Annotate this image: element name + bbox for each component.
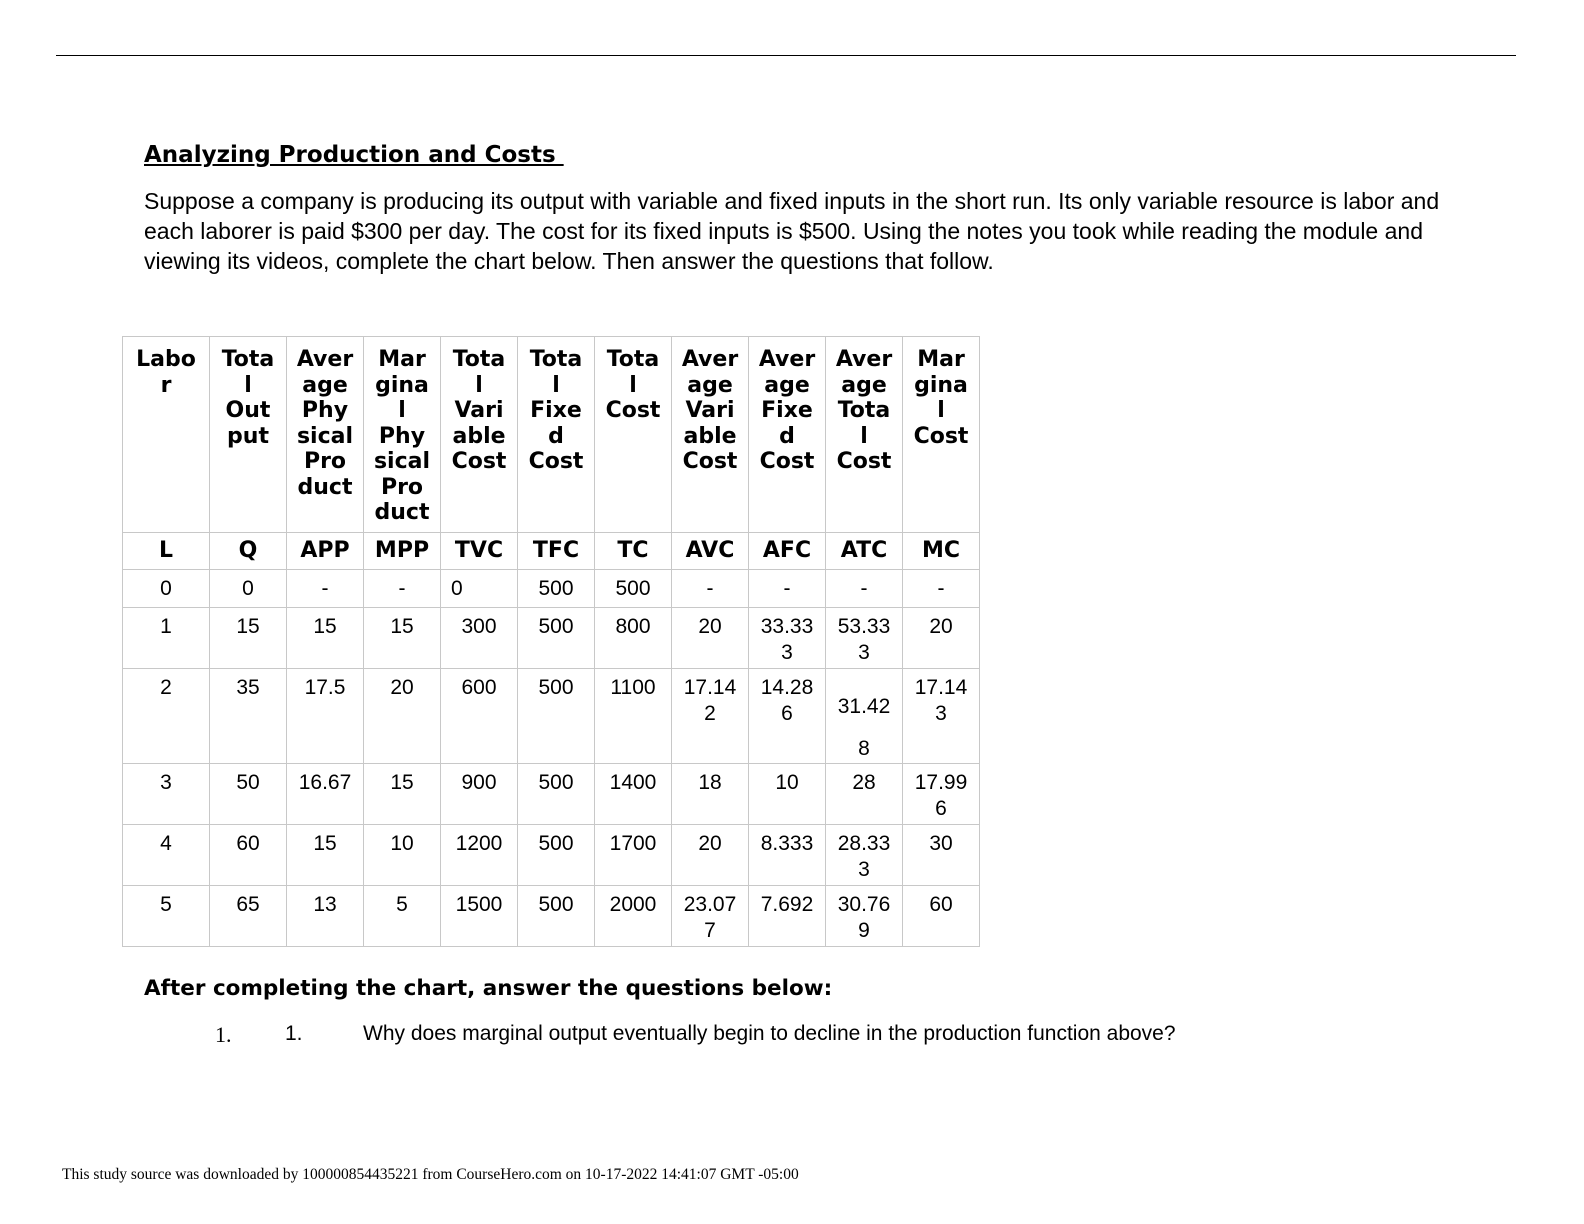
table-row: [123, 886, 980, 947]
header-cell: Mar gina l Phy sical Pro duct: [364, 337, 441, 533]
question-list-marker: 1.: [215, 1022, 232, 1047]
table-cell: 17.99 6: [903, 764, 980, 825]
production-cost-table: [122, 336, 980, 947]
table-cell: 1: [123, 608, 210, 669]
table-cell: 0: [123, 570, 210, 608]
table-cell: 17.14 3: [903, 669, 980, 764]
table-row: [123, 570, 980, 608]
table-cell: 800: [595, 608, 672, 669]
question-text: Why does marginal output eventually begin to decline in the production function above?: [363, 1022, 1176, 1045]
table-cell: 600: [441, 669, 518, 764]
abbr-cell: MPP: [364, 533, 441, 570]
table-cell: -: [903, 570, 980, 608]
table-row: [123, 764, 980, 825]
table-cell: 18: [672, 764, 749, 825]
table-cell: 50: [210, 764, 287, 825]
table-row: [123, 825, 980, 886]
questions-heading: After completing the chart, answer the questions below:: [144, 976, 833, 1001]
table-header-row: [123, 337, 980, 533]
header-cell: Labo r: [123, 337, 210, 533]
table-cell: 17.5: [287, 669, 364, 764]
table-cell: 300: [441, 608, 518, 669]
table-cell: 23.07 7: [672, 886, 749, 947]
table-cell: 0: [210, 570, 287, 608]
table-cell: 20: [672, 825, 749, 886]
table-cell: 2: [123, 669, 210, 764]
table-cell: 500: [595, 570, 672, 608]
table-cell: 900: [441, 764, 518, 825]
table-cell: 10: [749, 764, 826, 825]
table-cell: 35: [210, 669, 287, 764]
download-footer: This study source was downloaded by 100000854435221 from CourseHero.com on 10-17-2022 14:41:07 GMT -05:00: [62, 1166, 799, 1183]
abbr-cell: APP: [287, 533, 364, 570]
table-cell: 14.28 6: [749, 669, 826, 764]
table-cell: 28.33 3: [826, 825, 903, 886]
table-cell: 5: [364, 886, 441, 947]
table-row: [123, 608, 980, 669]
header-cell: Tota l Vari able Cost: [441, 337, 518, 533]
abbr-cell: TVC: [441, 533, 518, 570]
table-cell: 30.76 9: [826, 886, 903, 947]
table-cell: -: [364, 570, 441, 608]
header-cell: Tota l Cost: [595, 337, 672, 533]
table-cell: 1500: [441, 886, 518, 947]
table-cell: 31.42 8: [826, 669, 903, 764]
table-cell: 65: [210, 886, 287, 947]
table-abbreviation-row: [123, 533, 980, 570]
abbr-cell: ATC: [826, 533, 903, 570]
question-number: 1.: [285, 1022, 303, 1045]
table-cell: 5: [123, 886, 210, 947]
intro-paragraph: Suppose a company is producing its output with variable and fixed inputs in the short run. Its only variable resource is labor and each laborer is paid $300 per day. The cost for its fixed inputs is $500. Using the notes you took while reading the module and viewing its videos, complete the chart below. Then answer the questions that follow.: [144, 188, 1440, 274]
table-cell: 1700: [595, 825, 672, 886]
table-cell: 1400: [595, 764, 672, 825]
table-cell: 500: [518, 764, 595, 825]
table-cell: 15: [364, 764, 441, 825]
table-cell: 15: [210, 608, 287, 669]
table-cell: 15: [287, 608, 364, 669]
page-title: Analyzing Production and Costs: [144, 142, 564, 168]
table-cell: 1200: [441, 825, 518, 886]
table-cell: 16.67: [287, 764, 364, 825]
table-cell: 8.333: [749, 825, 826, 886]
header-cell: Aver age Fixe d Cost: [749, 337, 826, 533]
header-cell: Mar gina l Cost: [903, 337, 980, 533]
table-cell: 500: [518, 570, 595, 608]
table-cell: 20: [672, 608, 749, 669]
table-row: [123, 669, 980, 764]
table-cell: -: [749, 570, 826, 608]
table-cell: 2000: [595, 886, 672, 947]
table-cell: 500: [518, 608, 595, 669]
abbr-cell: L: [123, 533, 210, 570]
table-cell: 4: [123, 825, 210, 886]
table-cell: 0: [441, 570, 518, 608]
header-cell: Aver age Phy sical Pro duct: [287, 337, 364, 533]
table-cell: 33.33 3: [749, 608, 826, 669]
abbr-cell: TFC: [518, 533, 595, 570]
abbr-cell: Q: [210, 533, 287, 570]
table-cell: 13: [287, 886, 364, 947]
abbr-cell: MC: [903, 533, 980, 570]
table-cell: 20: [903, 608, 980, 669]
table-cell: 20: [364, 669, 441, 764]
abbr-cell: TC: [595, 533, 672, 570]
table-cell: 60: [210, 825, 287, 886]
header-cell: Aver age Vari able Cost: [672, 337, 749, 533]
table-cell: -: [826, 570, 903, 608]
top-rule: [56, 55, 1516, 56]
table-cell: 1100: [595, 669, 672, 764]
abbr-cell: AFC: [749, 533, 826, 570]
table-cell: 3: [123, 764, 210, 825]
table-cell: 7.692: [749, 886, 826, 947]
table-cell: 500: [518, 886, 595, 947]
header-cell: Aver age Tota l Cost: [826, 337, 903, 533]
table-cell: 15: [364, 608, 441, 669]
header-cell: Tota l Fixe d Cost: [518, 337, 595, 533]
table-cell: -: [672, 570, 749, 608]
table-cell: 60: [903, 886, 980, 947]
abbr-cell: AVC: [672, 533, 749, 570]
table-cell: -: [287, 570, 364, 608]
table-cell: 500: [518, 669, 595, 764]
table-cell: 15: [287, 825, 364, 886]
table-cell: 10: [364, 825, 441, 886]
table-cell: 28: [826, 764, 903, 825]
table-cell: 17.14 2: [672, 669, 749, 764]
header-cell: Tota l Out put: [210, 337, 287, 533]
table-cell: 53.33 3: [826, 608, 903, 669]
table-cell: 30: [903, 825, 980, 886]
table-cell: 500: [518, 825, 595, 886]
